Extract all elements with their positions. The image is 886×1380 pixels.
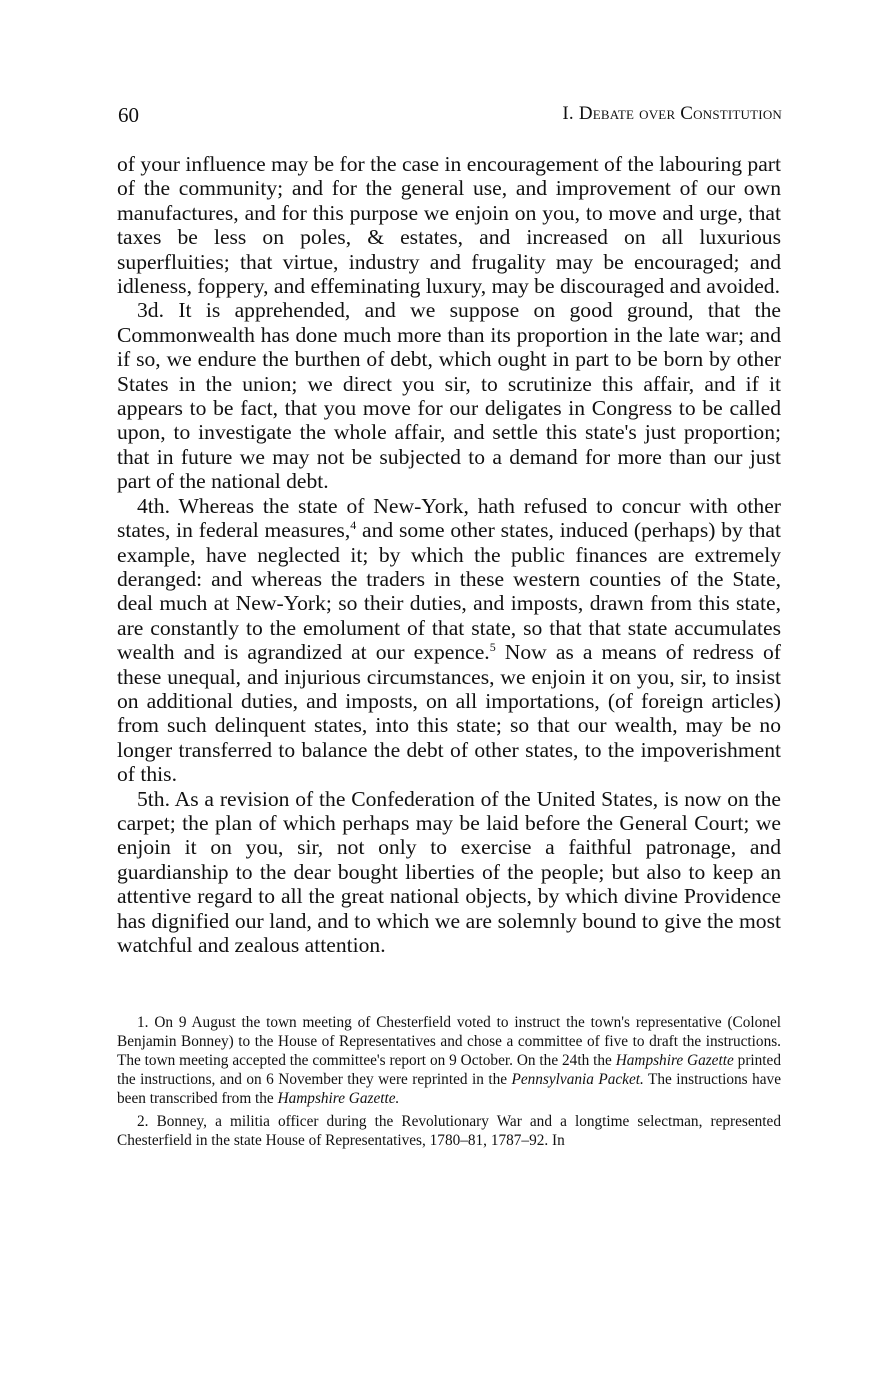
- footnote-1-text-b: printed the instructions, and on 6 November they were reprinted in the: [117, 1052, 781, 1088]
- footnote-1: [117, 1013, 781, 1108]
- paragraph-4th-part-a: 4th. Whereas the state of New-York, hath refused to concur with other states, in federal measures,: [117, 493, 781, 543]
- footnote-1-text-a: 1. On 9 August the town meeting of Chesterfield voted to instruct the town's representative (Colonel Benjamin Bonney) to the House of Representatives and chose a committee of five to draft the instructions. The town meeting accepted the committee's report on 9 October. On the 24th the: [117, 1014, 781, 1069]
- paragraph-4th-part-b: and some other states, induced (perhaps) by that example, have neglected it; by which the public finances are extremely deranged: and whereas the traders in these western counties of the State, deal much at New-York; so their duties, and imposts, drawn from this state, are constantly to the emolument of that state, so that that state accumulates wealth and is agrandized at our expence.: [117, 518, 781, 665]
- paragraph-1: of your influence may be for the case in encouragement of the labouring part of the community; and for the general use, and improvement of our own manufactures, and for this purpose we enjoin on you, to move and urge, that taxes be less on poles, & estates, and increased on all luxurious superfluities; that virtue, industry and frugality may be encouraged; and idleness, foppery, and effeminating luxury, may be discouraged and avoided.: [117, 152, 781, 299]
- running-head: I. Debate over Constitution: [562, 103, 782, 124]
- footnote-ref-4: 4: [350, 517, 357, 532]
- main-text: [117, 152, 781, 957]
- page-header: [118, 103, 782, 131]
- paragraph-5th: 5th. As a revision of the Confederation of the United States, is now on the carpet; the plan of which perhaps may be laid before the General Court; we enjoin it on you, sir, not only to exercise a faithful patronage, and guardianship to the dear bought liberties of the people; but also to keep an attentive regard to all the great national objects, by which divine Providence has dignified our land, and to which we are solemnly bound to give the most watchful and zealous attention.: [117, 786, 781, 957]
- paragraph-4th: [117, 494, 781, 787]
- footnote-1-title-3: Hampshire Gazette.: [277, 1090, 400, 1107]
- footnotes: [117, 1013, 781, 1150]
- footnote-1-title-1: Hampshire Gazette: [615, 1052, 734, 1069]
- paragraph-3d: 3d. It is apprehended, and we suppose on good ground, that the Commonwealth has done much more than its proportion in the late war; and if so, we endure the burthen of debt, which ought in part to be born by other States in the union; we direct you sir, to scrutinize this affair, and if it appears to be fact, that you move for our deligates in Congress to be called upon, to investigate the whole affair, and settle this state's just proportion; that in future we may not be subjected to a demand for more than our just part of the national debt.: [117, 298, 781, 494]
- footnote-ref-5: 5: [489, 639, 496, 654]
- footnote-1-title-2: Pennsylvania Packet.: [511, 1071, 644, 1088]
- paragraph-4th-part-c: Now as a means of redress of these unequal, and injurious circumstances, we enjoin it on you, sir, to insist on additional duties, and imposts, on all importations, (of foreign articles) from such delinquent states, into this state; so that our wealth, may be no longer transferred to balance the debt of other states, to the impoverishment of this.: [117, 640, 781, 787]
- footnote-1-text-c: The instructions have been transcribed from the: [117, 1071, 781, 1107]
- page-number: 60: [118, 103, 139, 127]
- footnote-2: 2. Bonney, a militia officer during the Revolutionary War and a longtime selectman, represented Chesterfield in the state House of Representatives, 1780–81, 1787–92. In: [117, 1113, 781, 1149]
